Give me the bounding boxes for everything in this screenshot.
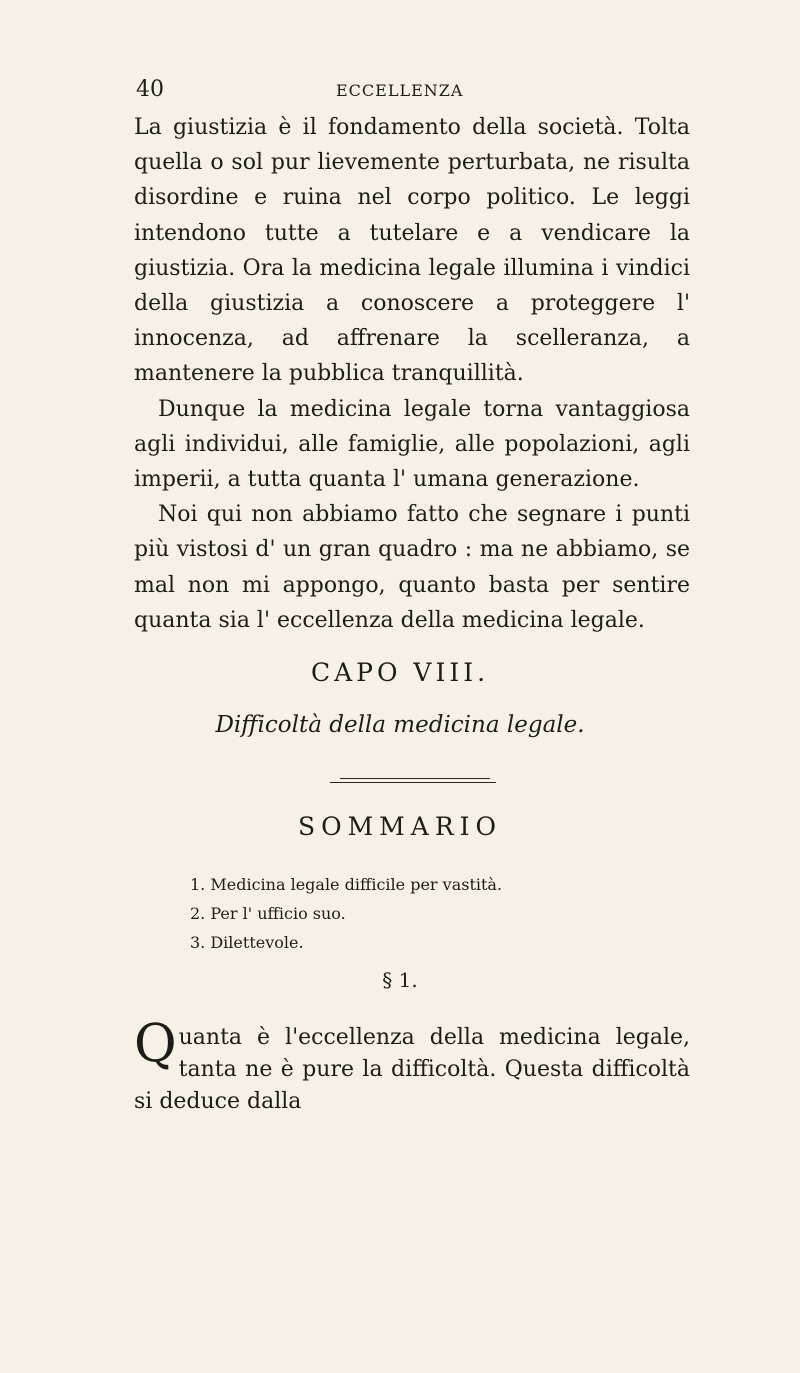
section-paragraph — [134, 1014, 690, 1118]
chapter-subtitle: Difficoltà della medicina legale. — [215, 712, 585, 738]
summary-list — [190, 870, 502, 957]
paragraph: Dunque la medicina legale torna vantaggiosa agli individui, alle famiglie, alle popolazioni, agli imperii, a tutta quanta l' umana generazione. — [134, 396, 690, 493]
section-mark: § 1. — [382, 968, 418, 992]
paragraph: La giustizia è il fondamento della società. Tolta quella o sol pur lievemente perturbata, ne risulta disordine e ruina nel corpo politico. Le leggi intendono tutte a tutelare e a vendicare la giustizia. Ora la medicina legale illumina i vindici della giustizia a conoscere a proteggere l' innocenza, ad affrenare la scelleranza, a mantenere la pubblica tranquillità. — [134, 115, 690, 387]
section-text: uanta è l'eccellenza della medicina legale, tanta ne è pure la difficoltà. Questa difficoltà si deduce dalla — [134, 1025, 690, 1114]
page-number: 40 — [136, 77, 164, 102]
summary-item: 2. Per l' ufficio suo. — [190, 904, 346, 923]
summary-title: SOMMARIO — [297, 812, 503, 841]
summary-item: 1. Medicina legale difficile per vastità. — [190, 875, 503, 894]
drop-cap: Q — [134, 1014, 177, 1074]
summary-item: 3. Dilettevole. — [190, 933, 304, 952]
chapter-title: CAPO VIII. — [310, 658, 490, 687]
divider-rule — [330, 782, 496, 783]
paragraph: Noi qui non abbiamo fatto che segnare i punti più vistosi d' un gran quadro : ma ne abbiamo, se mal non mi appongo, quanto basta per sentire quanta sia l' eccellenza della medicina legale. — [134, 502, 690, 633]
divider-rule — [340, 778, 490, 779]
running-title: ECCELLENZA — [336, 81, 464, 100]
body-text — [134, 110, 690, 638]
page-header — [136, 77, 696, 107]
